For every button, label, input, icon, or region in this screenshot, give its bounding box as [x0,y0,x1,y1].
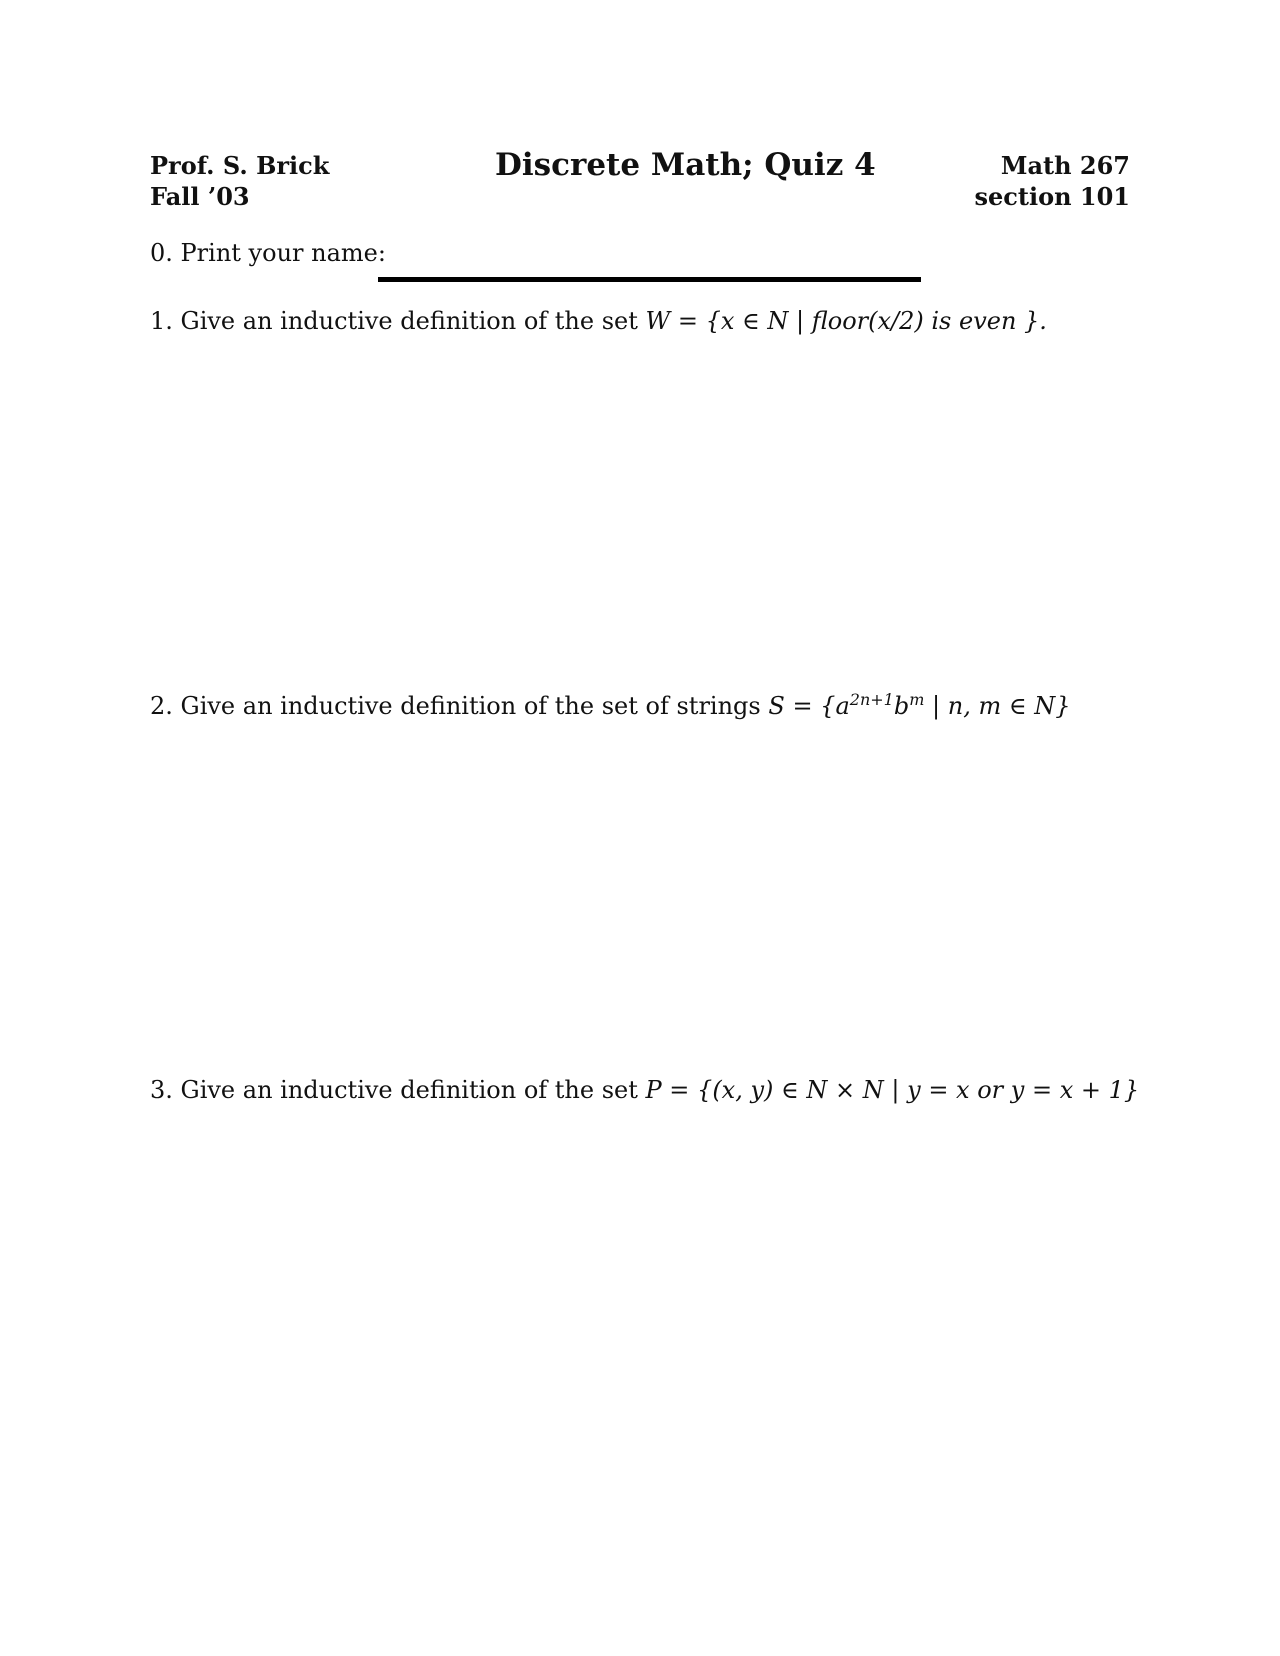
quiz-title: Discrete Math; Quiz 4 [495,147,876,183]
question-2-math-suffix: | n, m ∈ N} [924,692,1071,720]
question-2-math-mid: b [893,692,910,720]
name-answer-line [378,277,921,282]
question-1-math: W = {x ∈ N | floor(x/2) is even }. [645,307,1047,335]
question-3-label: 3. Give an inductive definition of the set [150,1076,638,1104]
question-1 [150,305,1047,337]
question-2-math [768,692,1070,720]
name-prompt: 0. Print your name: [150,239,386,267]
question-1-label: 1. Give an inductive definition of the set [150,307,638,335]
question-2-math-exponent-1: 2n+1 [849,690,894,709]
question-2-math-prefix: S = {a [768,692,850,720]
question-2-math-exponent-2: m [909,690,925,709]
question-3-math: P = {(x, y) ∈ N × N | y = x or y = x + 1} [645,1076,1140,1104]
course-number: Math 267 [1000,151,1130,180]
quiz-header [150,147,1130,220]
question-2 [150,690,1071,722]
term: Fall ’03 [150,182,250,211]
question-3 [150,1074,1139,1106]
instructor-name: Prof. S. Brick [150,151,330,180]
question-2-label: 2. Give an inductive definition of the set of strings [150,692,761,720]
section-number: section 101 [974,182,1130,211]
course-block [974,150,1130,212]
instructor-block [150,150,329,212]
